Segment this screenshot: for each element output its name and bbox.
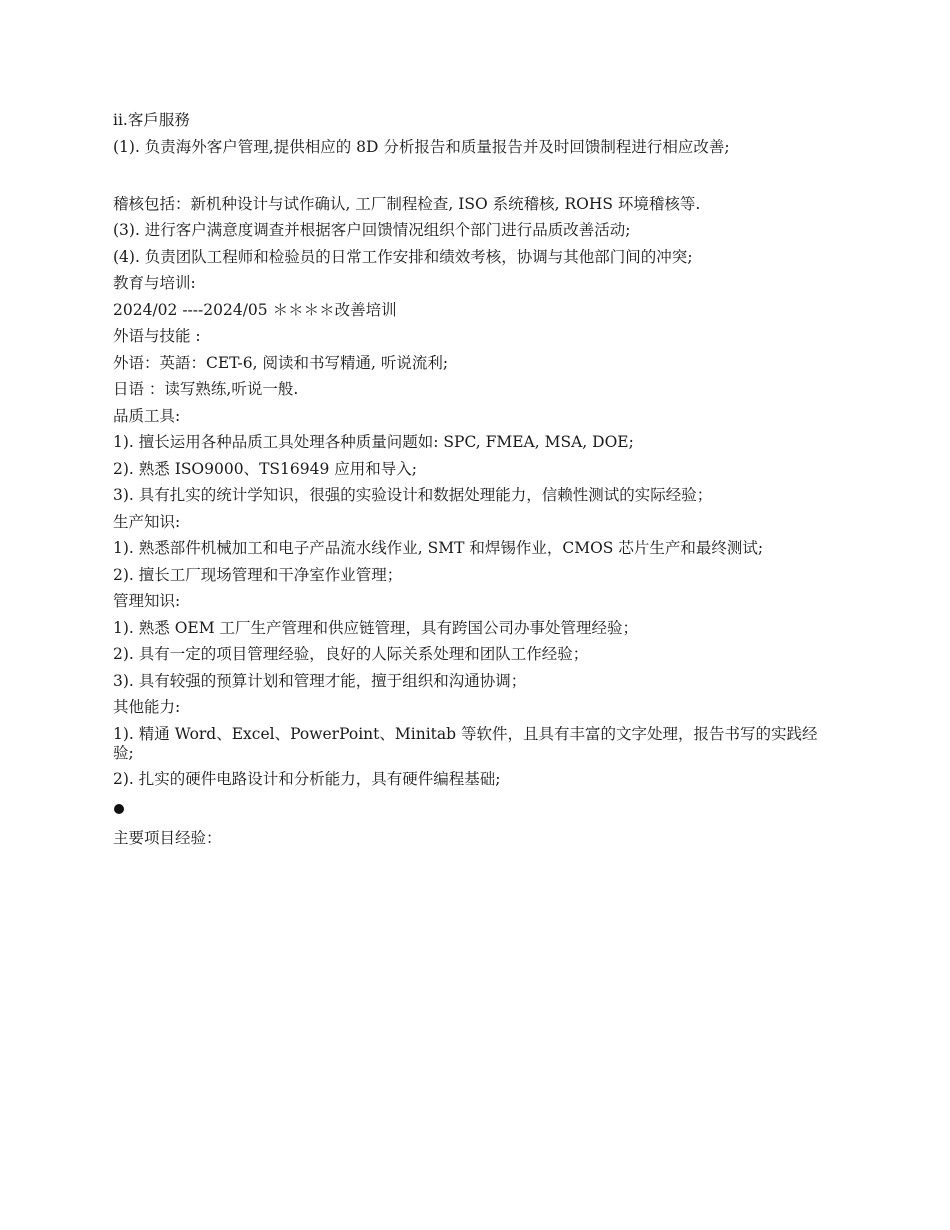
text-line: 日语 ：读写熟练,听说一般. [113,380,299,398]
section-heading-quality-tools: 品质工具: [113,406,181,425]
text-line: (3). 进行客户满意度调查并根据客户回馈情况组织个部门进行品质改善活动; [113,221,631,239]
section-heading-management: 管理知识: [113,592,181,610]
text-line: (1). 负责海外客户管理,提供相应的 8D 分析报告和质量报告并及时回馈制程进行相应改善; [113,137,730,156]
section-heading-production: 生产知识: [113,512,181,531]
text-line: 2024/02 ----2024/05 ＊＊＊＊改善培训 [113,300,397,319]
document-body [113,111,838,848]
text-line: (4). 负责团队工程师和检验员的日常工作安排和绩效考核，协调与其他部门间的冲突; [113,247,693,266]
text-line: 3). 具有扎实的统计学知识，很强的实验设计和数据处理能力，信赖性测试的实际经验； [113,486,713,504]
section-heading-customer-service: ii.客戶服務 [113,111,190,129]
text-line: 2). 具有一定的项目管理经验，良好的人际关系处理和团队工作经验； [113,645,589,663]
text-line: 稽核包括：新机种设计与试作确认, 工厂制程检查, ISO 系统稽核, ROHS 环境稽核等. [113,194,701,213]
text-line: 1). 精通 Word、Excel、PowerPoint、Minitab 等软件，且具有丰富的文字处理，报告书写的实践经验; [113,724,818,762]
section-heading-education: 教育与培训: [113,274,196,292]
text-line: 1). 熟悉 OEM 工厂生产管理和供应链管理，具有跨国公司办事处管理经验； [113,618,639,637]
text-line: 3). 具有较强的预算计划和管理才能，擅于组织和沟通协调； [113,671,527,690]
section-heading-languages: 外语与技能 : [113,327,201,345]
text-line: 2). 熟悉 ISO9000、TS16949 应用和导入; [113,459,417,478]
section-heading-projects: 主要项目经验： [113,829,222,847]
bullet-icon [114,804,124,814]
text-line: 1). 擅长运用各种品质工具处理各种质量问题如: SPC, FMEA, MSA, DOE; [113,433,634,451]
text-line: 1). 熟悉部件机械加工和电子产品流水线作业, SMT 和焊锡作业，CMOS 芯片生产和最终测试; [113,539,764,557]
text-line: 2). 擅长工厂现场管理和干净室作业管理； [113,565,403,584]
text-line: 2). 扎实的硬件电路设计和分析能力，具有硬件编程基础; [113,770,501,788]
text-line: 外语：英語：CET-6, 阅读和书写精通, 听说流利; [113,353,449,372]
section-heading-other-skills: 其他能力: [113,698,181,716]
